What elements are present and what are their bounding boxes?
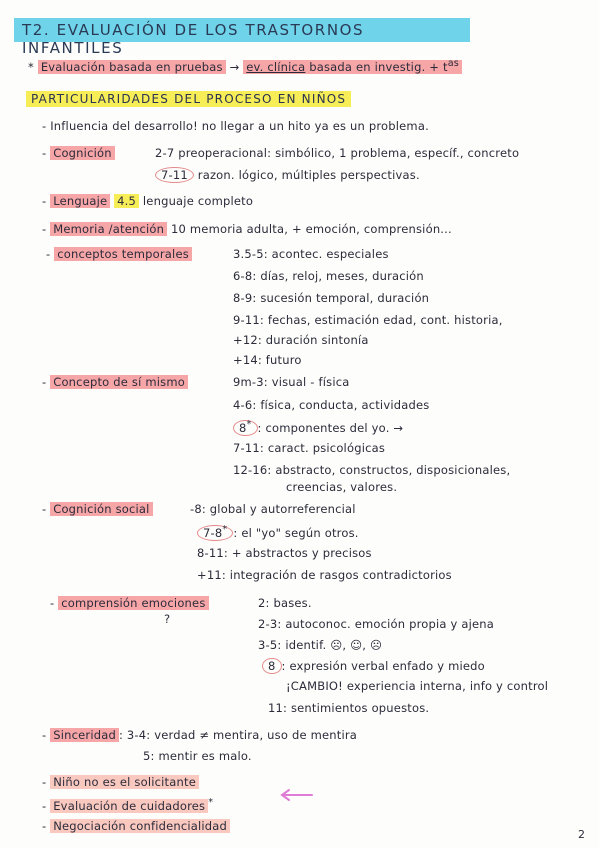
question-mark: ? (164, 612, 171, 626)
emociones-item: 2: bases. (258, 596, 312, 610)
influencia-label: Influencia del desarrollo! (50, 119, 198, 133)
emociones-item: 2-3: autoconoc. emoción propia y ajena (258, 617, 495, 631)
emociones-item: 11: sentimientos opuestos. (268, 701, 430, 715)
cog-social-item: -8: global y autorreferencial (190, 502, 356, 516)
bullet-dash: - (42, 375, 47, 389)
bullet-dash: - (42, 502, 47, 516)
temporal-item: 3.5-5: acontec. especiales (233, 247, 389, 261)
cognicion-label-row (42, 146, 115, 160)
memoria-text: memoria adulta, (189, 222, 289, 236)
cog-social-label: Cognición social (50, 502, 152, 516)
si-mismo-item: 4-6: física, conducta, actividades (233, 398, 430, 412)
cog-social-label-row (42, 502, 153, 516)
si-mismo-label-row (42, 375, 188, 389)
note-star: * (28, 59, 34, 74)
emociones-item: 3-5: identif. ☹, ☺, ☹ (258, 638, 383, 652)
age: 10 (170, 222, 187, 236)
emociones-label: comprensión emociones (58, 596, 208, 610)
age: 8 (262, 658, 282, 674)
temporal-item: 8-9: sucesión temporal, duración (233, 291, 430, 305)
sinceridad-label: Sinceridad (50, 728, 119, 742)
sinceridad-item-2: 5: mentir es malo. (143, 749, 252, 763)
influencia-row (42, 119, 429, 133)
temporales-label: conceptos temporales (54, 247, 192, 261)
si-mismo-item-cont: creencias, valores. (286, 480, 398, 494)
temporal-item: +14: futuro (233, 353, 302, 367)
note-evidence-based: Evaluación basada en pruebas (38, 60, 226, 74)
cognicion-row-1 (155, 146, 519, 160)
note-clinical-eval: ev. clínica basada en investig. + $t^{as}$ (243, 60, 462, 74)
page-title: T2. EVALUACIÓN DE LOS TRASTORNOS INFANTILES (14, 18, 470, 42)
memoria-row (42, 222, 452, 236)
cog-social-item: 8-11: + abstractos y precisos (197, 546, 372, 560)
section-heading: PARTICULARIDADES DEL PROCESO EN NIÑOS (26, 91, 351, 107)
emociones-label-row (50, 596, 209, 610)
lenguaje-text: lenguaje completo (142, 194, 254, 208)
extra-item: - Negociación confidencialidad (42, 819, 230, 833)
memoria-text-2: + emoción, comprensión... (291, 222, 452, 236)
sinceridad-row (42, 728, 357, 742)
temporal-item: 6-8: días, reloj, meses, duración (233, 269, 424, 283)
note-arrow: → (229, 59, 240, 74)
si-mismo-item: 7-11: caract. psicológicas (233, 441, 386, 455)
age: 2-7 (155, 146, 175, 160)
influencia-text: no llegar a un hito ya es un problema. (201, 119, 429, 133)
emociones-item: 8 : expresión verbal enfado y miedo (262, 659, 485, 673)
memoria-label: Memoria /atención (50, 222, 167, 236)
si-mismo-item: 12-16: abstracto, constructos, disposicionales, (233, 463, 511, 477)
cognicion-row-2 (155, 168, 420, 182)
cog-social-item: +11: integración de rasgos contradictorios (197, 568, 452, 582)
extra-item: - Evaluación de cuidadores * (42, 797, 214, 813)
temporal-item: 9-11: fechas, estimación edad, cont. historia, (233, 313, 503, 327)
extra-item: - Niño no es el solicitante (42, 775, 199, 789)
emociones-item-cont: ¡CAMBIO! experiencia interna, info y control (286, 679, 549, 693)
bullet-dash: - (42, 194, 47, 208)
si-mismo-label: Concepto de sí mismo (50, 375, 188, 389)
left-arrow-icon (278, 788, 314, 802)
cognicion-text-2: razon. lógico, múltiples perspectivas. (197, 168, 420, 182)
age: 7-8* (197, 525, 233, 541)
age: 4.5 (114, 194, 139, 208)
page-number: 2 (578, 828, 586, 841)
lenguaje-row (42, 194, 253, 208)
bullet-dash: - (42, 146, 47, 160)
bullet-dash: - (46, 247, 51, 261)
note-line (28, 58, 462, 74)
lenguaje-label: Lenguaje (50, 194, 110, 208)
temporal-item: +12: duración sintonía (233, 333, 369, 347)
sinceridad-item: : 3-4: verdad ≠ mentira, uso de mentira (118, 728, 358, 742)
bullet-dash: - (42, 222, 47, 236)
bullet-dash: - (50, 596, 55, 610)
age: 7-11 (155, 167, 194, 183)
si-mismo-item: 8* : componentes del yo. → (233, 419, 403, 435)
si-mismo-item: 9m-3: visual - física (233, 375, 350, 389)
cognicion-text-1: preoperacional: simbólico, 1 problema, específ., concreto (178, 146, 520, 160)
age: 8* (233, 420, 258, 436)
cog-social-item: 7-8* : el "yo" según otros. (197, 524, 359, 540)
cognicion-label: Cognición (50, 146, 115, 160)
temporales-label-row (46, 247, 192, 261)
bullet-dash: - (42, 728, 47, 742)
bullet-dash: - (42, 119, 47, 133)
